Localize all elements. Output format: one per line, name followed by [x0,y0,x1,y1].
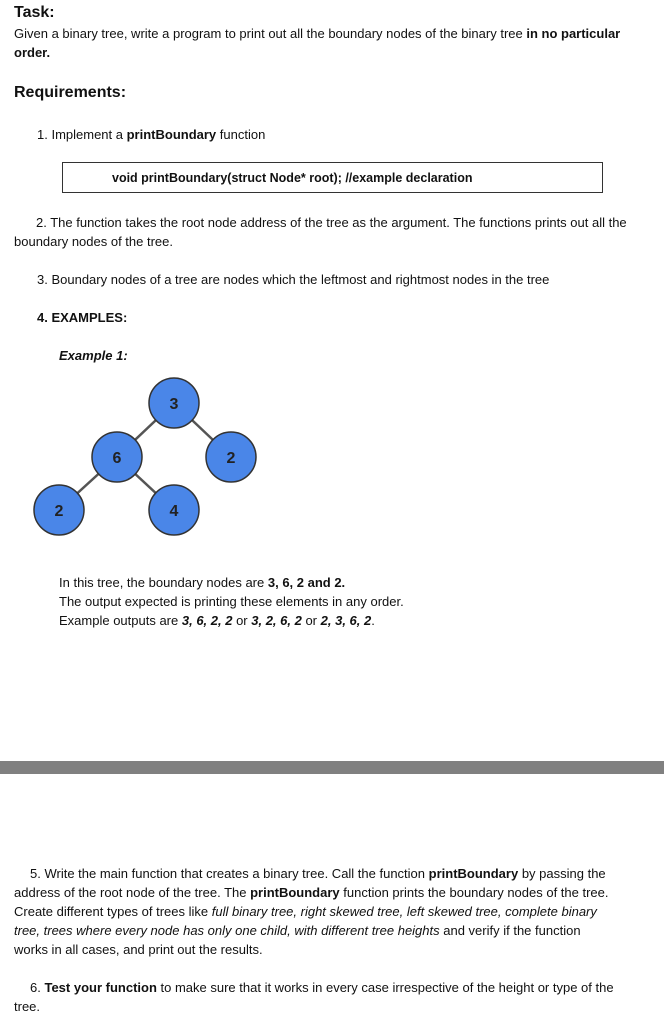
requirement-item-1 [37,125,265,144]
tree-node-label: 2 [54,503,64,520]
page-divider [0,761,664,774]
task-description [14,24,634,62]
requirement-item-3: 3. Boundary nodes of a tree are nodes which the leftmost and rightmost nodes in the tree [37,272,550,287]
or-text: or [301,613,321,628]
line1-text: In this tree, the boundary nodes are [59,575,268,590]
item5-text: function prints the boundary nodes of the tree. Create different types of trees like [14,885,609,919]
item5-bold: printBoundary [428,866,519,881]
item1-bold: printBoundary [126,127,217,142]
output-2: 3, 2, 6, 2 [251,613,302,628]
item6-text: to make sure that it works in every case irrespective of the height or type of the tree. [14,980,614,1014]
explanation-line-2: The output expected is printing these elements in any order. [59,594,404,609]
requirement-item-5 [14,864,614,959]
tree-node-label: 2 [226,450,236,467]
binary-tree-diagram [0,360,300,560]
tree-node-label: 4 [169,503,179,520]
explanation-line-1 [59,573,619,592]
or-text: or [232,613,252,628]
item6-text: 6. [30,980,45,995]
requirement-item-6 [14,978,614,1016]
task-text-bold: in no particular order. [14,26,621,60]
line3-text: Example outputs are [59,613,182,628]
requirement-item-2: 2. The function takes the root node address of the tree as the argument. The functions prints out all the boundary nodes of the tree. [14,215,627,249]
example-label: Example 1: [59,348,128,363]
item6-bold: Test your function [44,980,157,995]
example-explanation [59,573,619,630]
tree-node-label: 6 [112,450,122,467]
requirement-item-4: 4. EXAMPLES: [37,310,128,325]
task-text: Given a binary tree, write a program to print out all the boundary nodes of the binary tree [14,26,527,41]
task-heading: Task: [14,4,55,21]
item1-prefix: 1. Implement a [37,127,127,142]
tree-node-label: 3 [169,396,179,413]
explanation-line-3 [59,611,619,630]
item5-bold: printBoundary [250,885,340,900]
line1-bold: 3, 6, 2 and 2. [267,575,346,590]
output-3: 2, 3, 6, 2 [320,613,372,628]
item5-text: by passing the address of the root node of the tree. The [14,866,606,900]
item5-italic: full binary tree, right skewed tree, left skewed tree, complete binary tree, trees where every node has only one child, with different tree heights [14,904,597,938]
requirements-heading: Requirements: [14,84,127,101]
period: . [371,613,375,628]
item5-text: 5. Write the main function that creates a binary tree. Call the function [30,866,429,881]
output-1: 3, 6, 2, 2 [181,613,233,628]
item5-text: and verify if the function works in all cases, and print out the results. [14,923,581,957]
item1-suffix: function [216,127,266,142]
code-declaration-box: void printBoundary(struct Node* root); //example declaration [62,162,603,193]
